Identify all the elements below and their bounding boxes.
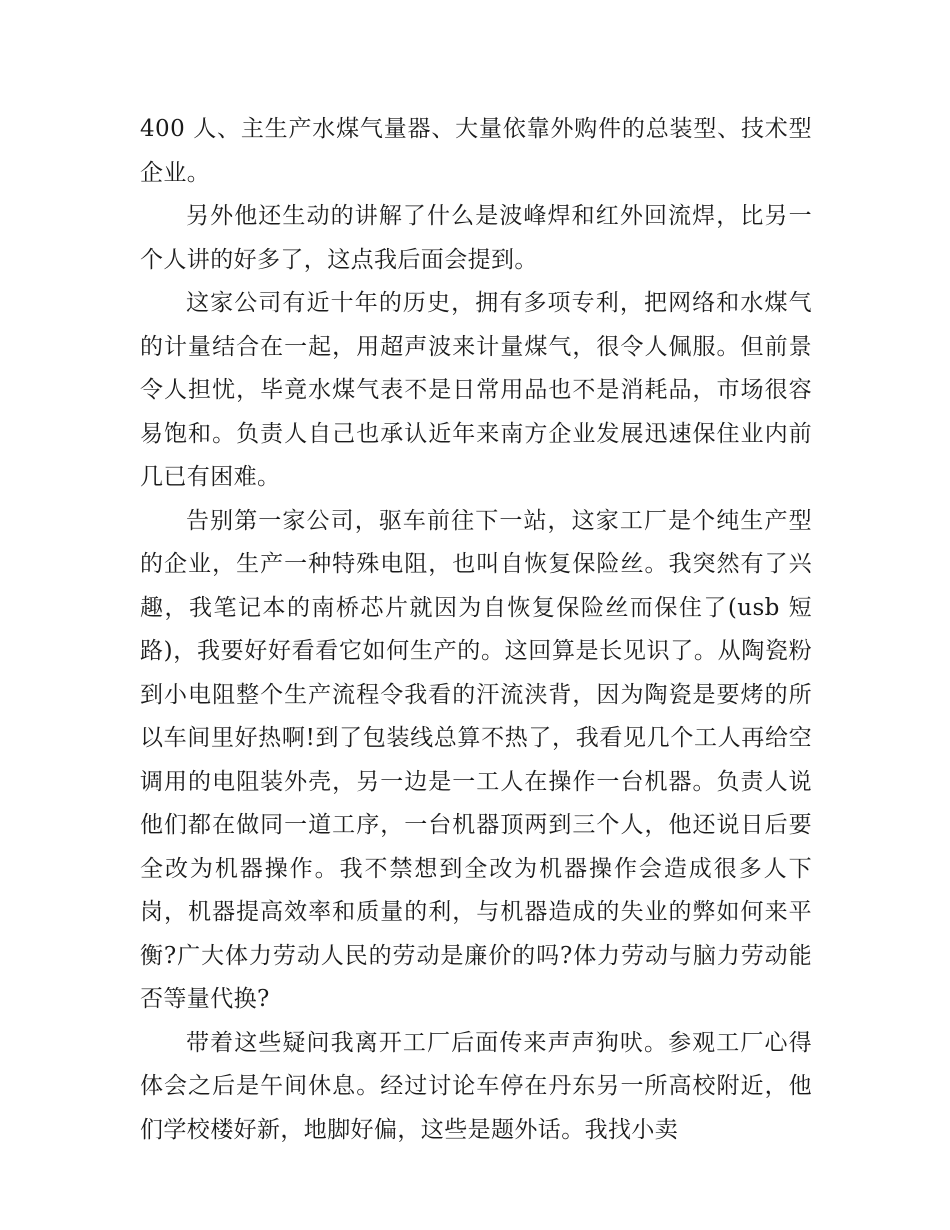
document-body [140,108,812,1152]
paragraph-4: 告别第一家公司，驱车前往下一站，这家工厂是个纯生产型的企业，生产一种特殊电阻，也叫自恢复保险丝。我突然有了兴趣，我笔记本的南桥芯片就因为自恢复保险丝而保住了(usb 短路)，我要好好看看它如何生产的。这回算是长见识了。从陶瓷粉到小电阻整个生产流程令我看的汗流浃背，因为陶瓷是要烤的所以车间里好热啊!到了包装线总算不热了，我看见几个工人再给空调用的电阻装外壳，另一边是一工人在操作一台机器。负责人说他们都在做同一道工序，一台机器顶两到三个人，他还说日后要全改为机器操作。我不禁想到全改为机器操作会造成很多人下岗，机器提高效率和质量的利，与机器造成的失业的弊如何来平衡?广大体力劳动人民的劳动是廉价的吗?体力劳动与脑力劳动能否等量代换? [140,507,812,1012]
paragraph-3: 这家公司有近十年的历史，拥有多项专利，把网络和水煤气的计量结合在一起，用超声波来计量煤气，很令人佩服。但前景令人担忧，毕竟水煤气表不是日常用品也不是消耗品，市场很容易饱和。负责人自己也承认近年来南方企业发展迅速保住业内前几已有困难。 [140,290,812,490]
paragraph-5: 带着这些疑问我离开工厂后面传来声声狗吠。参观工厂心得体会之后是午间休息。经过讨论车停在丹东另一所高校附近，他们学校楼好新，地脚好偏，这些是题外话。我找小卖 [140,1029,812,1143]
paragraph-2: 另外他还生动的讲解了什么是波峰焊和红外回流焊，比另一个人讲的好多了，这点我后面会提到。 [140,203,812,273]
paragraph-1: 400 人、主生产水煤气量器、大量依靠外购件的总装型、技术型企业。 [140,116,812,186]
